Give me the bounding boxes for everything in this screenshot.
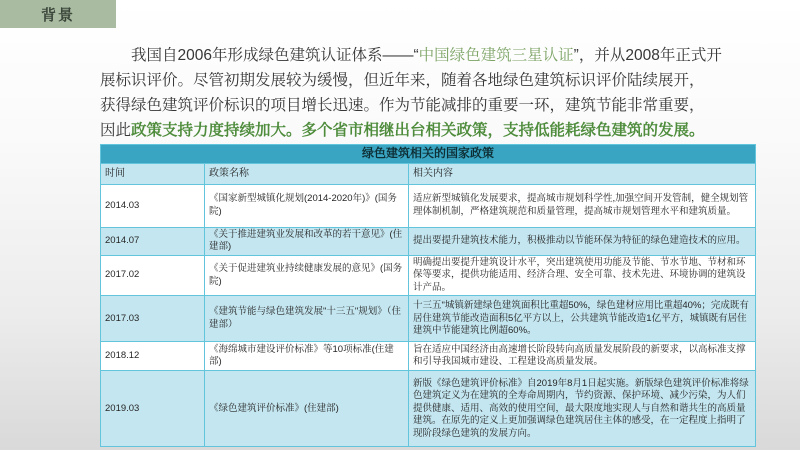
cell-policy: 《绿色建筑评价标准》(住建部)	[205, 371, 409, 447]
cell-content: 提出要提升建筑技术能力，积极推动以节能环保为特征的绿色建造技术的应用。	[409, 227, 756, 255]
cell-content: 十三五"城镇新建绿色建筑面积比重超50%，绿色建材应用比重超40%；完成既有居住建筑节能改造面积5亿平方以上，公共建筑节能改造1亿平方，城镇既有居住建筑中节能建筑比例超60%。	[409, 296, 756, 342]
cell-policy: 《国家新型城镇化规划(2014-2020年)》(国务院)	[205, 184, 409, 227]
header-cell-time: 时间	[101, 163, 205, 184]
paragraph-text: 展标识评价。尽管初期发展较为缓慢，但近年来，随着各地绿色建筑标识评价陆续展开，	[100, 72, 705, 89]
table-header-row	[101, 163, 756, 184]
cell-date: 2018.12	[101, 342, 205, 371]
paragraph-text: ”，并从2008年正式开	[573, 47, 722, 64]
cell-content: 适应新型城镇化发展要求，提高城市规划科学性,加强空间开发管制，健全规划管理体制机制，严格建筑规范和质量管理，提高城市规划管理水平和建筑质量。	[409, 184, 756, 227]
cell-date: 2017.03	[101, 296, 205, 342]
paragraph-line	[100, 118, 745, 143]
slide-title	[0, 0, 116, 28]
cell-policy: 《建筑节能与绿色建筑发展"十三五"规划》（住建部）	[205, 296, 409, 342]
table-row	[101, 296, 756, 342]
cell-date: 2014.07	[101, 227, 205, 255]
header-cell-content: 相关内容	[409, 163, 756, 184]
cell-date: 2017.02	[101, 255, 205, 296]
cell-content: 旨在适应中国经济由高速增长阶段转向高质量发展阶段的新要求，以高标准支撑和引导我国城市建设、工程建设高质量发展。	[409, 342, 756, 371]
cell-content: 明确提出要提升建筑设计水平，突出建筑使用功能及节能、节水节地、节材和环保等要求，提供功能适用、经济合理、安全可靠、技术先进、环境协调的建筑设计产品。	[409, 255, 756, 296]
policy-table	[100, 144, 756, 447]
table-row	[101, 227, 756, 255]
cell-policy: 《海绵城市建设评价标准》等10项标准(住建部)	[205, 342, 409, 371]
table-title: 绿色建筑相关的国家政策	[101, 145, 756, 164]
table-row	[101, 184, 756, 227]
cell-date: 2014.03	[101, 184, 205, 227]
paragraph-line	[100, 93, 745, 118]
highlighted-certification-text: 中国绿色建筑三星认证	[418, 47, 574, 64]
intro-paragraph	[100, 43, 745, 143]
paragraph-text: 我国自2006年形成绿色建筑认证体系——“	[131, 47, 419, 64]
table-title-row	[101, 145, 756, 164]
paragraph-line	[100, 43, 745, 68]
cell-date: 2019.03	[101, 371, 205, 447]
cell-policy: 《关于促进建筑业持续健康发展的意见》(国务院)	[205, 255, 409, 296]
emphasized-policy-text: 政策支持力度持续加大。多个省市相继出台相关政策，支持低能耗绿色建筑的发展。	[131, 122, 705, 139]
paragraph-line	[100, 68, 745, 93]
paragraph-text: 获得绿色建筑评价标识的项目增长迅速。作为节能减排的重要一环，建筑节能非常重要，	[100, 97, 705, 114]
cell-content: 新版《绿色建筑评价标准》自2019年8月1日起实施。新版绿色建筑评价标准将绿色建筑定义为在建筑的全寿命周期内，节约资源、保护环境、减少污染，为人们提供健康、适用、高效的使用空间，最大限度地实现人与自然和谐共生的高质量建筑。在原先的定义上更加强调绿色建筑居住主体的感受，在一定程度上指明了现阶段绿色建筑的发展方向。	[409, 371, 756, 447]
slide-title-label: 背景	[40, 6, 75, 24]
header-cell-policy-name: 政策名称	[205, 163, 409, 184]
table-row	[101, 371, 756, 447]
cell-policy: 《关于推进建筑业发展和改革的若干意见》(住建部)	[205, 227, 409, 255]
paragraph-text: 因此	[100, 122, 132, 139]
table-row	[101, 342, 756, 371]
table-row	[101, 255, 756, 296]
